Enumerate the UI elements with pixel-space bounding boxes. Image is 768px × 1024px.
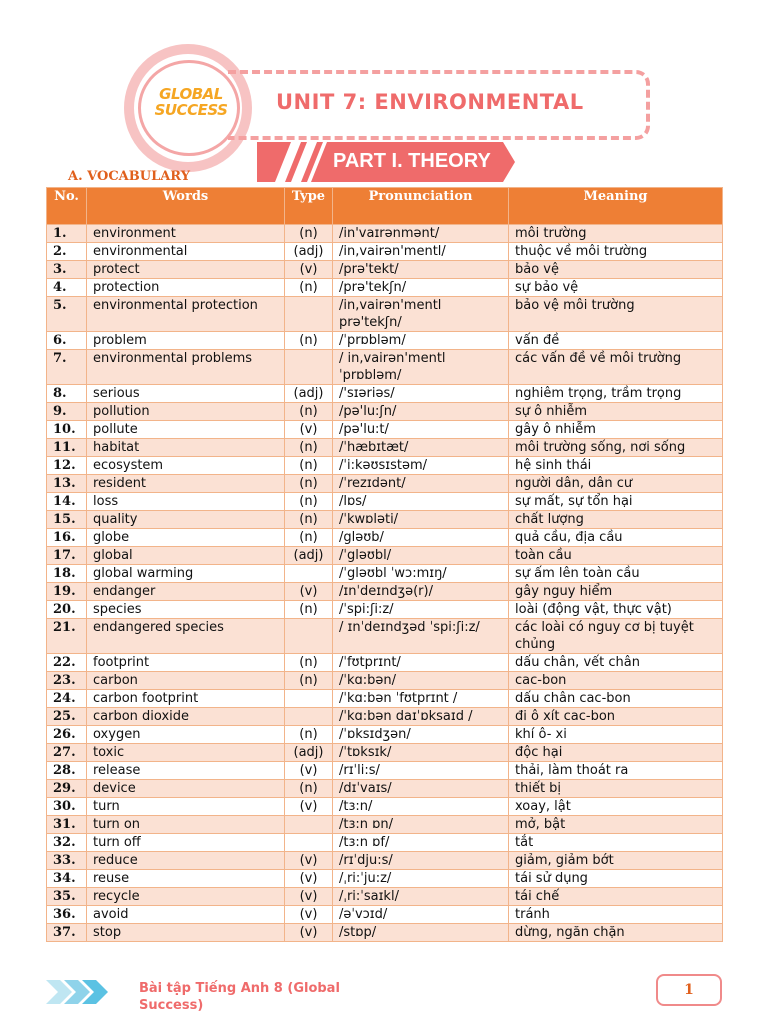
table-row bbox=[47, 350, 723, 385]
cell-pronunciation: /tɜ:n ɒf/ bbox=[333, 834, 509, 852]
cell-word: environmental protection bbox=[87, 297, 285, 332]
cell-type: (v) bbox=[285, 906, 333, 924]
cell-pronunciation: /in,vairən'mentl prə'tekʃn/ bbox=[333, 297, 509, 332]
cell-word: reduce bbox=[87, 852, 285, 870]
cell-pronunciation: /ˈgləʊbl/ bbox=[333, 547, 509, 565]
cell-no: 34. bbox=[47, 870, 87, 888]
table-row bbox=[47, 780, 723, 798]
table-row bbox=[47, 726, 723, 744]
table-row bbox=[47, 439, 723, 457]
cell-word: pollute bbox=[87, 421, 285, 439]
cell-pronunciation: /ˈspi:ʃi:z/ bbox=[333, 601, 509, 619]
cell-no: 2. bbox=[47, 243, 87, 261]
cell-word: toxic bbox=[87, 744, 285, 762]
logo bbox=[148, 86, 234, 130]
cell-type bbox=[285, 708, 333, 726]
cell-pronunciation: /pə'lu:t/ bbox=[333, 421, 509, 439]
cell-no: 4. bbox=[47, 279, 87, 297]
cell-word: release bbox=[87, 762, 285, 780]
cell-meaning: chất lượng bbox=[509, 511, 723, 529]
table-row bbox=[47, 385, 723, 403]
cell-type: (v) bbox=[285, 870, 333, 888]
table-header-row bbox=[47, 188, 723, 225]
cell-pronunciation: /lɒs/ bbox=[333, 493, 509, 511]
cell-pronunciation: /stɒp/ bbox=[333, 924, 509, 942]
cell-meaning: bảo vệ môi trường bbox=[509, 297, 723, 332]
cell-meaning: khí ô- xi bbox=[509, 726, 723, 744]
cell-word: oxygen bbox=[87, 726, 285, 744]
cell-pronunciation: / in,vairən'mentl ˈprɒbləm/ bbox=[333, 350, 509, 385]
cell-meaning: đi ô xít cac-bon bbox=[509, 708, 723, 726]
cell-no: 26. bbox=[47, 726, 87, 744]
cell-word: turn off bbox=[87, 834, 285, 852]
cell-meaning: giảm, giảm bớt bbox=[509, 852, 723, 870]
cell-pronunciation: /ˈprɒbləm/ bbox=[333, 332, 509, 350]
cell-type: (v) bbox=[285, 421, 333, 439]
cell-type: (n) bbox=[285, 529, 333, 547]
cell-no: 19. bbox=[47, 583, 87, 601]
table-row bbox=[47, 332, 723, 350]
table-row bbox=[47, 834, 723, 852]
cell-word: problem bbox=[87, 332, 285, 350]
cell-word: carbon dioxide bbox=[87, 708, 285, 726]
cell-pronunciation: /tɜ:n ɒn/ bbox=[333, 816, 509, 834]
cell-word: reuse bbox=[87, 870, 285, 888]
page-number: 1 bbox=[656, 974, 722, 1006]
header-words: Words bbox=[87, 188, 285, 225]
cell-pronunciation: /ˈkɑ:bən ˈfʊtprɪnt / bbox=[333, 690, 509, 708]
table-row bbox=[47, 924, 723, 942]
table-row bbox=[47, 583, 723, 601]
cell-word: environmental problems bbox=[87, 350, 285, 385]
cell-type: (n) bbox=[285, 511, 333, 529]
table-row bbox=[47, 906, 723, 924]
cell-type: (adj) bbox=[285, 547, 333, 565]
cell-pronunciation: /rɪˈdju:s/ bbox=[333, 852, 509, 870]
table-row bbox=[47, 870, 723, 888]
cell-type: (v) bbox=[285, 924, 333, 942]
cell-no: 33. bbox=[47, 852, 87, 870]
cell-word: quality bbox=[87, 511, 285, 529]
cell-no: 37. bbox=[47, 924, 87, 942]
part-banner bbox=[257, 142, 515, 182]
cell-word: environment bbox=[87, 225, 285, 243]
cell-meaning: mở, bật bbox=[509, 816, 723, 834]
table-row bbox=[47, 403, 723, 421]
cell-word: carbon bbox=[87, 672, 285, 690]
cell-meaning: nghiêm trọng, trầm trọng bbox=[509, 385, 723, 403]
cell-pronunciation: /ˈkwɒləti/ bbox=[333, 511, 509, 529]
cell-type: (v) bbox=[285, 261, 333, 279]
cell-meaning: môi trường sống, nơi sống bbox=[509, 439, 723, 457]
table-row bbox=[47, 457, 723, 475]
cell-pronunciation: /pə'lu:ʃn/ bbox=[333, 403, 509, 421]
cell-word: turn on bbox=[87, 816, 285, 834]
cell-pronunciation: /ˈgləʊbl ˈwɔ:mɪŋ/ bbox=[333, 565, 509, 583]
cell-word: species bbox=[87, 601, 285, 619]
cell-meaning: sự mất, sự tổn hại bbox=[509, 493, 723, 511]
cell-no: 36. bbox=[47, 906, 87, 924]
cell-type bbox=[285, 816, 333, 834]
cell-no: 16. bbox=[47, 529, 87, 547]
cell-no: 6. bbox=[47, 332, 87, 350]
cell-meaning: thải, làm thoát ra bbox=[509, 762, 723, 780]
table-row bbox=[47, 601, 723, 619]
cell-type: (v) bbox=[285, 762, 333, 780]
cell-no: 1. bbox=[47, 225, 87, 243]
cell-type: (v) bbox=[285, 888, 333, 906]
table-row bbox=[47, 421, 723, 439]
cell-pronunciation: /ˌri:ˈsaɪkl/ bbox=[333, 888, 509, 906]
part-title: PART I. THEORY bbox=[333, 150, 491, 172]
table-row bbox=[47, 529, 723, 547]
cell-type: (n) bbox=[285, 332, 333, 350]
table-row bbox=[47, 565, 723, 583]
logo-line-1: GLOBAL bbox=[159, 85, 223, 103]
cell-type: (n) bbox=[285, 225, 333, 243]
cell-word: resident bbox=[87, 475, 285, 493]
cell-type bbox=[285, 297, 333, 332]
table-row bbox=[47, 888, 723, 906]
cell-meaning: sự bảo vệ bbox=[509, 279, 723, 297]
cell-word: endanger bbox=[87, 583, 285, 601]
cell-no: 22. bbox=[47, 654, 87, 672]
table-row bbox=[47, 852, 723, 870]
cell-no: 8. bbox=[47, 385, 87, 403]
cell-meaning: tránh bbox=[509, 906, 723, 924]
cell-type: (adj) bbox=[285, 243, 333, 261]
cell-type bbox=[285, 834, 333, 852]
cell-no: 3. bbox=[47, 261, 87, 279]
table-row bbox=[47, 654, 723, 672]
cell-pronunciation: /dɪˈvaɪs/ bbox=[333, 780, 509, 798]
cell-meaning: sự ô nhiễm bbox=[509, 403, 723, 421]
cell-meaning: người dân, dân cư bbox=[509, 475, 723, 493]
cell-no: 14. bbox=[47, 493, 87, 511]
table-row bbox=[47, 619, 723, 654]
cell-pronunciation: /əˈvɔɪd/ bbox=[333, 906, 509, 924]
table-row bbox=[47, 816, 723, 834]
cell-no: 23. bbox=[47, 672, 87, 690]
header-type: Type bbox=[285, 188, 333, 225]
cell-type: (n) bbox=[285, 439, 333, 457]
cell-pronunciation: /ˈɒksɪdʒən/ bbox=[333, 726, 509, 744]
cell-word: recycle bbox=[87, 888, 285, 906]
cell-word: protection bbox=[87, 279, 285, 297]
cell-pronunciation: /in,vairən'mentl/ bbox=[333, 243, 509, 261]
table-row bbox=[47, 493, 723, 511]
cell-no: 30. bbox=[47, 798, 87, 816]
table-row bbox=[47, 225, 723, 243]
chevron-arrows-icon bbox=[46, 976, 118, 1008]
cell-no: 29. bbox=[47, 780, 87, 798]
cell-no: 17. bbox=[47, 547, 87, 565]
cell-pronunciation: /ɪnˈdeɪndʒə(r)/ bbox=[333, 583, 509, 601]
cell-meaning: cac-bon bbox=[509, 672, 723, 690]
cell-no: 24. bbox=[47, 690, 87, 708]
cell-pronunciation: /ˈrezɪdənt/ bbox=[333, 475, 509, 493]
cell-word: protect bbox=[87, 261, 285, 279]
cell-word: turn bbox=[87, 798, 285, 816]
cell-word: loss bbox=[87, 493, 285, 511]
cell-meaning: các vấn đề về môi trường bbox=[509, 350, 723, 385]
cell-word: avoid bbox=[87, 906, 285, 924]
cell-word: habitat bbox=[87, 439, 285, 457]
cell-type: (v) bbox=[285, 798, 333, 816]
cell-type: (n) bbox=[285, 279, 333, 297]
cell-no: 21. bbox=[47, 619, 87, 654]
cell-word: carbon footprint bbox=[87, 690, 285, 708]
cell-type: (v) bbox=[285, 583, 333, 601]
cell-pronunciation: /in'vaɪrənmənt/ bbox=[333, 225, 509, 243]
cell-no: 18. bbox=[47, 565, 87, 583]
cell-pronunciation: /ˈhæbɪtæt/ bbox=[333, 439, 509, 457]
cell-no: 35. bbox=[47, 888, 87, 906]
cell-meaning: loài (động vật, thực vật) bbox=[509, 601, 723, 619]
cell-word: endangered species bbox=[87, 619, 285, 654]
table-row bbox=[47, 261, 723, 279]
cell-no: 31. bbox=[47, 816, 87, 834]
cell-meaning: độc hại bbox=[509, 744, 723, 762]
cell-no: 7. bbox=[47, 350, 87, 385]
cell-meaning: gây nguy hiểm bbox=[509, 583, 723, 601]
cell-meaning: dừng, ngăn chặn bbox=[509, 924, 723, 942]
cell-type bbox=[285, 619, 333, 654]
cell-word: device bbox=[87, 780, 285, 798]
cell-pronunciation: /ˈi:kəʊsɪstəm/ bbox=[333, 457, 509, 475]
header-no: No. bbox=[47, 188, 87, 225]
cell-pronunciation: /prə'tekt/ bbox=[333, 261, 509, 279]
cell-meaning: vấn đề bbox=[509, 332, 723, 350]
cell-meaning: dấu chân, vết chân bbox=[509, 654, 723, 672]
cell-word: footprint bbox=[87, 654, 285, 672]
cell-no: 28. bbox=[47, 762, 87, 780]
cell-word: globe bbox=[87, 529, 285, 547]
cell-type: (adj) bbox=[285, 385, 333, 403]
cell-no: 20. bbox=[47, 601, 87, 619]
cell-type: (n) bbox=[285, 475, 333, 493]
cell-type: (n) bbox=[285, 403, 333, 421]
cell-type: (adj) bbox=[285, 744, 333, 762]
cell-pronunciation: /tɜ:n/ bbox=[333, 798, 509, 816]
cell-meaning: thiết bị bbox=[509, 780, 723, 798]
cell-no: 27. bbox=[47, 744, 87, 762]
cell-meaning: sự ấm lên toàn cầu bbox=[509, 565, 723, 583]
cell-type: (n) bbox=[285, 672, 333, 690]
header-meaning: Meaning bbox=[509, 188, 723, 225]
cell-word: serious bbox=[87, 385, 285, 403]
cell-pronunciation: /ˈfʊtprɪnt/ bbox=[333, 654, 509, 672]
table-row bbox=[47, 475, 723, 493]
footer-title: Bài tập Tiếng Anh 8 (Global Success) bbox=[139, 981, 340, 1013]
cell-no: 11. bbox=[47, 439, 87, 457]
table-row bbox=[47, 279, 723, 297]
cell-meaning: toàn cầu bbox=[509, 547, 723, 565]
cell-no: 5. bbox=[47, 297, 87, 332]
cell-type: (n) bbox=[285, 780, 333, 798]
cell-type bbox=[285, 350, 333, 385]
cell-pronunciation: /prə'tekʃn/ bbox=[333, 279, 509, 297]
table-row bbox=[47, 547, 723, 565]
table-row bbox=[47, 762, 723, 780]
cell-type: (v) bbox=[285, 852, 333, 870]
cell-word: stop bbox=[87, 924, 285, 942]
cell-no: 13. bbox=[47, 475, 87, 493]
cell-pronunciation: /ˈkɑ:bən/ bbox=[333, 672, 509, 690]
cell-pronunciation: /gləʊb/ bbox=[333, 529, 509, 547]
cell-meaning: thuộc về môi trường bbox=[509, 243, 723, 261]
header-pronunciation: Pronunciation bbox=[333, 188, 509, 225]
cell-pronunciation: /ˌri:ˈju:z/ bbox=[333, 870, 509, 888]
cell-no: 15. bbox=[47, 511, 87, 529]
cell-pronunciation: /ˈkɑ:bən daɪˈɒksaɪd / bbox=[333, 708, 509, 726]
cell-no: 10. bbox=[47, 421, 87, 439]
cell-meaning: quả cầu, địa cầu bbox=[509, 529, 723, 547]
cell-word: ecosystem bbox=[87, 457, 285, 475]
cell-word: environmental bbox=[87, 243, 285, 261]
cell-meaning: dấu chân cac-bon bbox=[509, 690, 723, 708]
cell-word: global warming bbox=[87, 565, 285, 583]
cell-type bbox=[285, 565, 333, 583]
table-row bbox=[47, 297, 723, 332]
table-body bbox=[47, 225, 723, 942]
cell-no: 25. bbox=[47, 708, 87, 726]
cell-pronunciation: /rɪˈli:s/ bbox=[333, 762, 509, 780]
cell-meaning: tắt bbox=[509, 834, 723, 852]
cell-no: 32. bbox=[47, 834, 87, 852]
table-row bbox=[47, 690, 723, 708]
table-row bbox=[47, 511, 723, 529]
cell-meaning: bảo vệ bbox=[509, 261, 723, 279]
table-row bbox=[47, 243, 723, 261]
cell-pronunciation: /'sɪəriəs/ bbox=[333, 385, 509, 403]
cell-type: (n) bbox=[285, 457, 333, 475]
cell-type: (n) bbox=[285, 726, 333, 744]
cell-meaning: hệ sinh thái bbox=[509, 457, 723, 475]
vocabulary-table bbox=[46, 187, 723, 942]
section-title: A. VOCABULARY bbox=[68, 169, 190, 184]
cell-word: pollution bbox=[87, 403, 285, 421]
table-row bbox=[47, 672, 723, 690]
logo-line-2: SUCCESS bbox=[154, 101, 228, 119]
table-row bbox=[47, 798, 723, 816]
cell-no: 9. bbox=[47, 403, 87, 421]
cell-meaning: tái chế bbox=[509, 888, 723, 906]
cell-type: (n) bbox=[285, 601, 333, 619]
cell-type bbox=[285, 690, 333, 708]
cell-pronunciation: / ɪnˈdeɪndʒəd ˈspi:ʃi:z/ bbox=[333, 619, 509, 654]
cell-meaning: tái sử dụng bbox=[509, 870, 723, 888]
cell-type: (n) bbox=[285, 493, 333, 511]
page-title: UNIT 7: ENVIRONMENTAL bbox=[276, 90, 584, 114]
cell-meaning: môi trường bbox=[509, 225, 723, 243]
cell-type: (n) bbox=[285, 654, 333, 672]
cell-meaning: các loài có nguy cơ bị tuyệt chủng bbox=[509, 619, 723, 654]
table-row bbox=[47, 708, 723, 726]
table-row bbox=[47, 744, 723, 762]
cell-no: 12. bbox=[47, 457, 87, 475]
cell-pronunciation: /ˈtɒksɪk/ bbox=[333, 744, 509, 762]
cell-meaning: gây ô nhiễm bbox=[509, 421, 723, 439]
cell-word: global bbox=[87, 547, 285, 565]
cell-meaning: xoay, lật bbox=[509, 798, 723, 816]
